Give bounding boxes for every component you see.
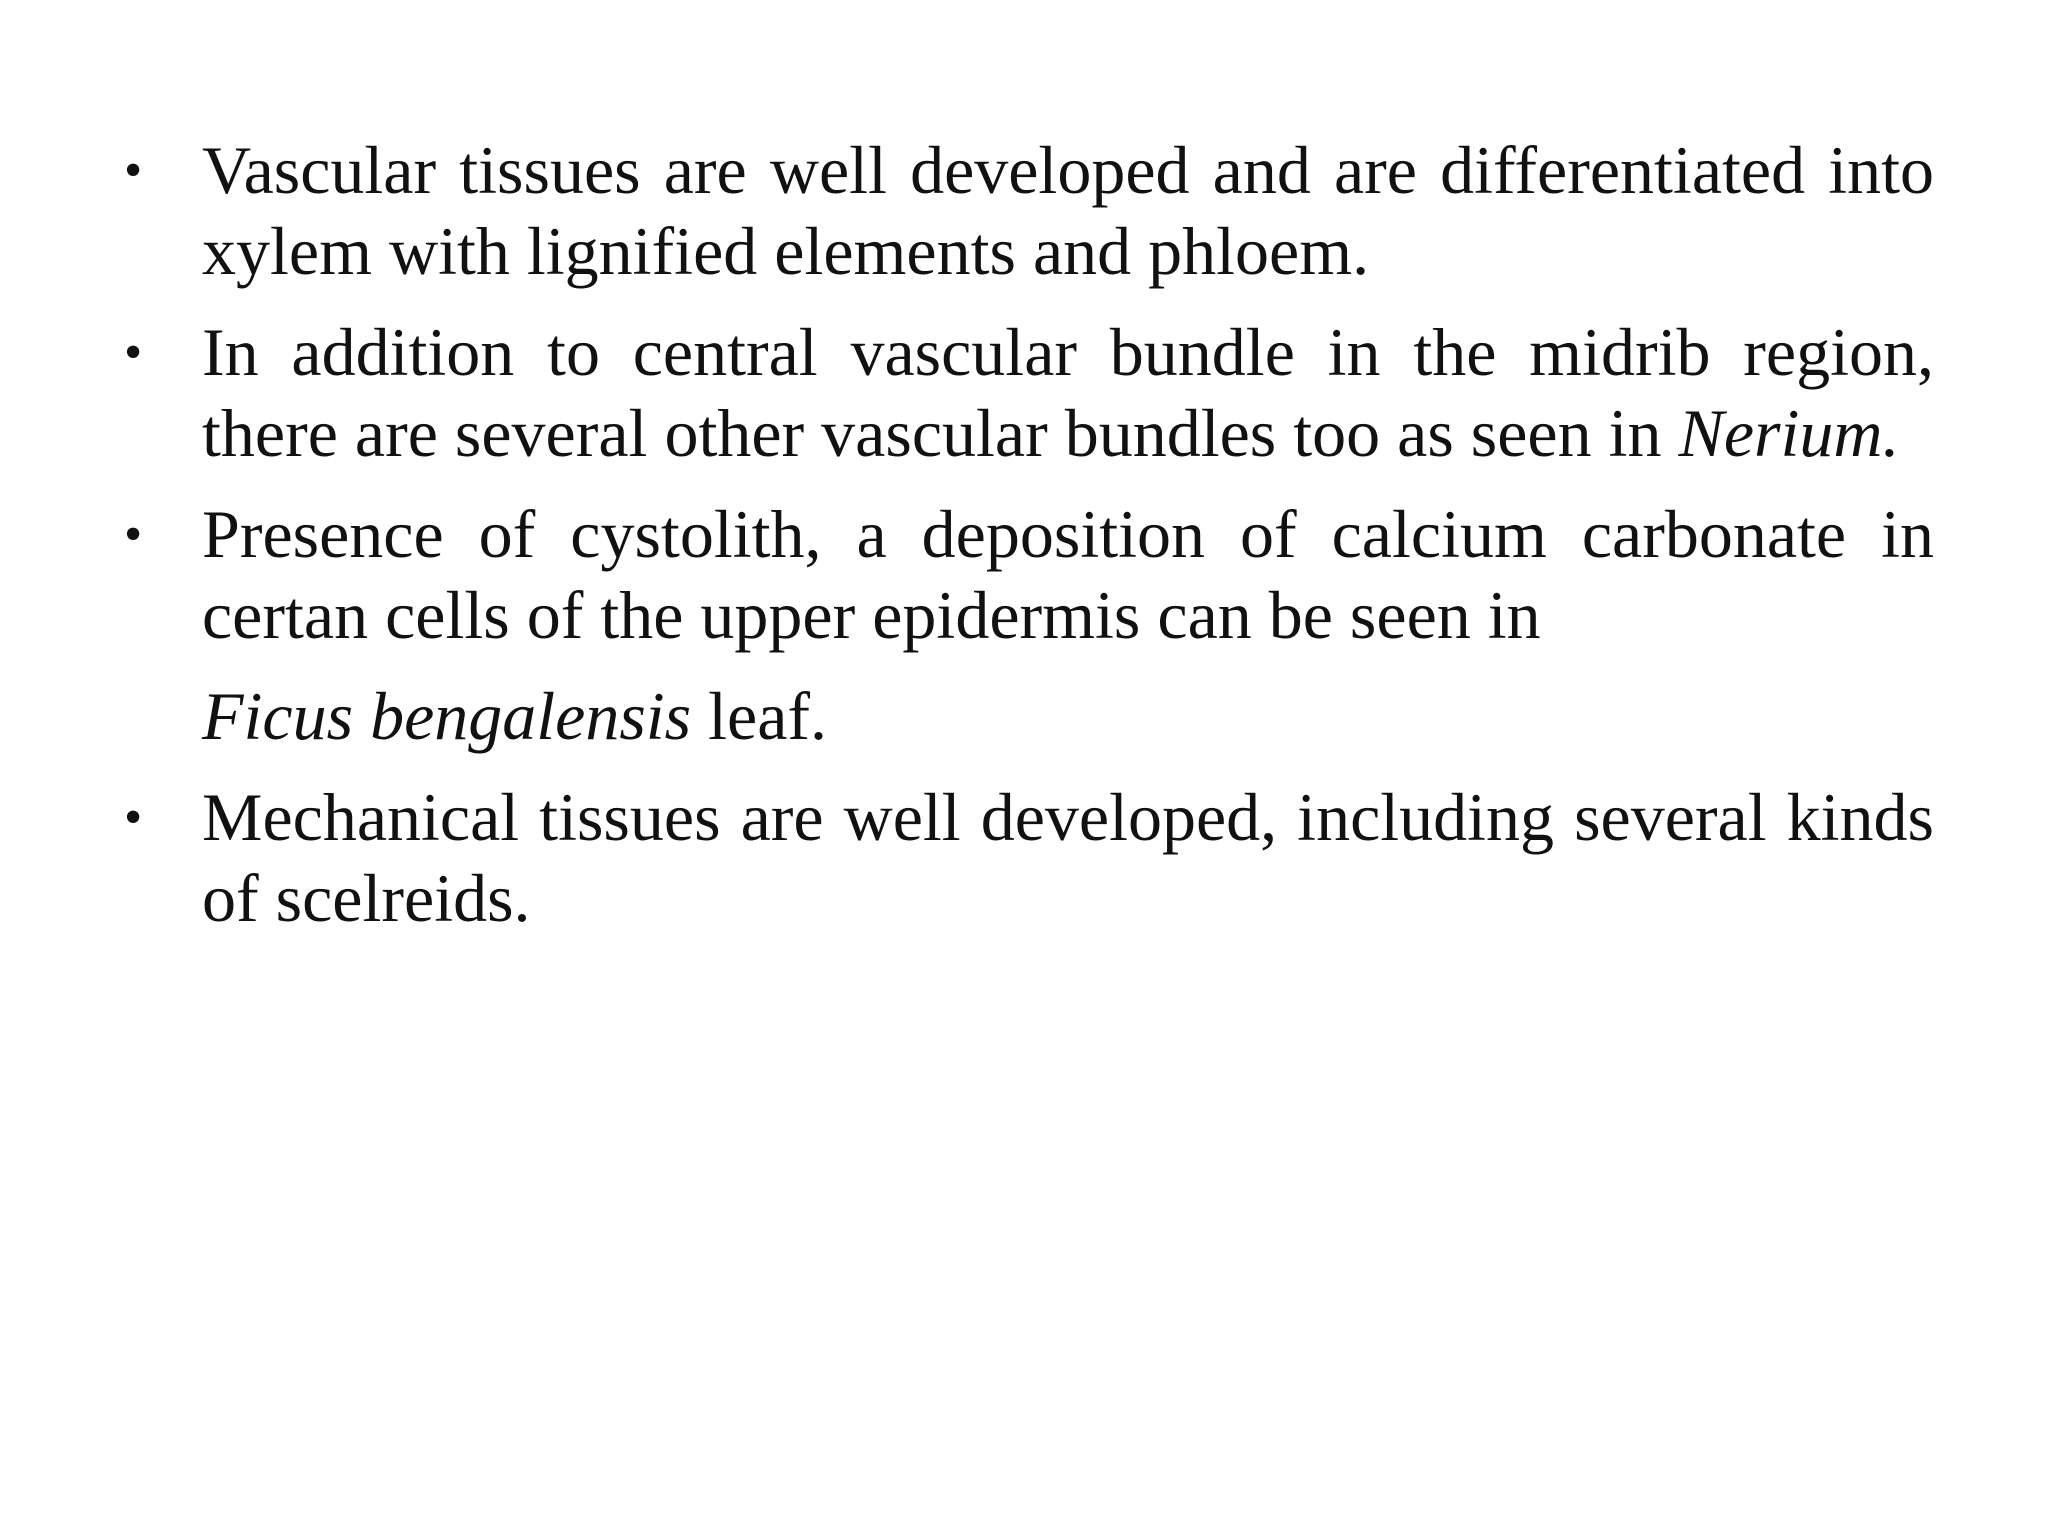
- bullet-item-vascular-bundles: [116, 312, 1934, 474]
- species-name-ficus: Ficus bengalensis: [202, 678, 692, 754]
- bullet-text: In addition to central vascular bundle in the midrib region, there are several other vascular bundles too as seen in: [202, 314, 1934, 471]
- bullet-item-cystolith: [116, 494, 1934, 656]
- species-name-nerium: Nerium.: [1678, 395, 1900, 471]
- bullet-icon: •: [124, 324, 143, 381]
- continuation-line: [116, 676, 1934, 757]
- bullet-text: Presence of cystolith, a deposition of calcium carbonate in certan cells of the upper epidermis can be seen in: [202, 496, 1934, 653]
- bullet-text: Vascular tissues are well developed and are differentiated into xylem with lignified elements and phloem.: [202, 132, 1934, 289]
- bullet-icon: •: [124, 142, 143, 199]
- continuation-text: leaf.: [691, 678, 828, 754]
- bullet-item-vascular-tissues: [116, 130, 1934, 292]
- bullet-icon: •: [124, 789, 143, 846]
- bullet-list: [116, 130, 1934, 959]
- bullet-item-mechanical-tissues: [116, 777, 1934, 939]
- bullet-icon: •: [124, 506, 143, 563]
- bullet-text: Mechanical tissues are well developed, including several kinds of scelreids.: [202, 779, 1934, 936]
